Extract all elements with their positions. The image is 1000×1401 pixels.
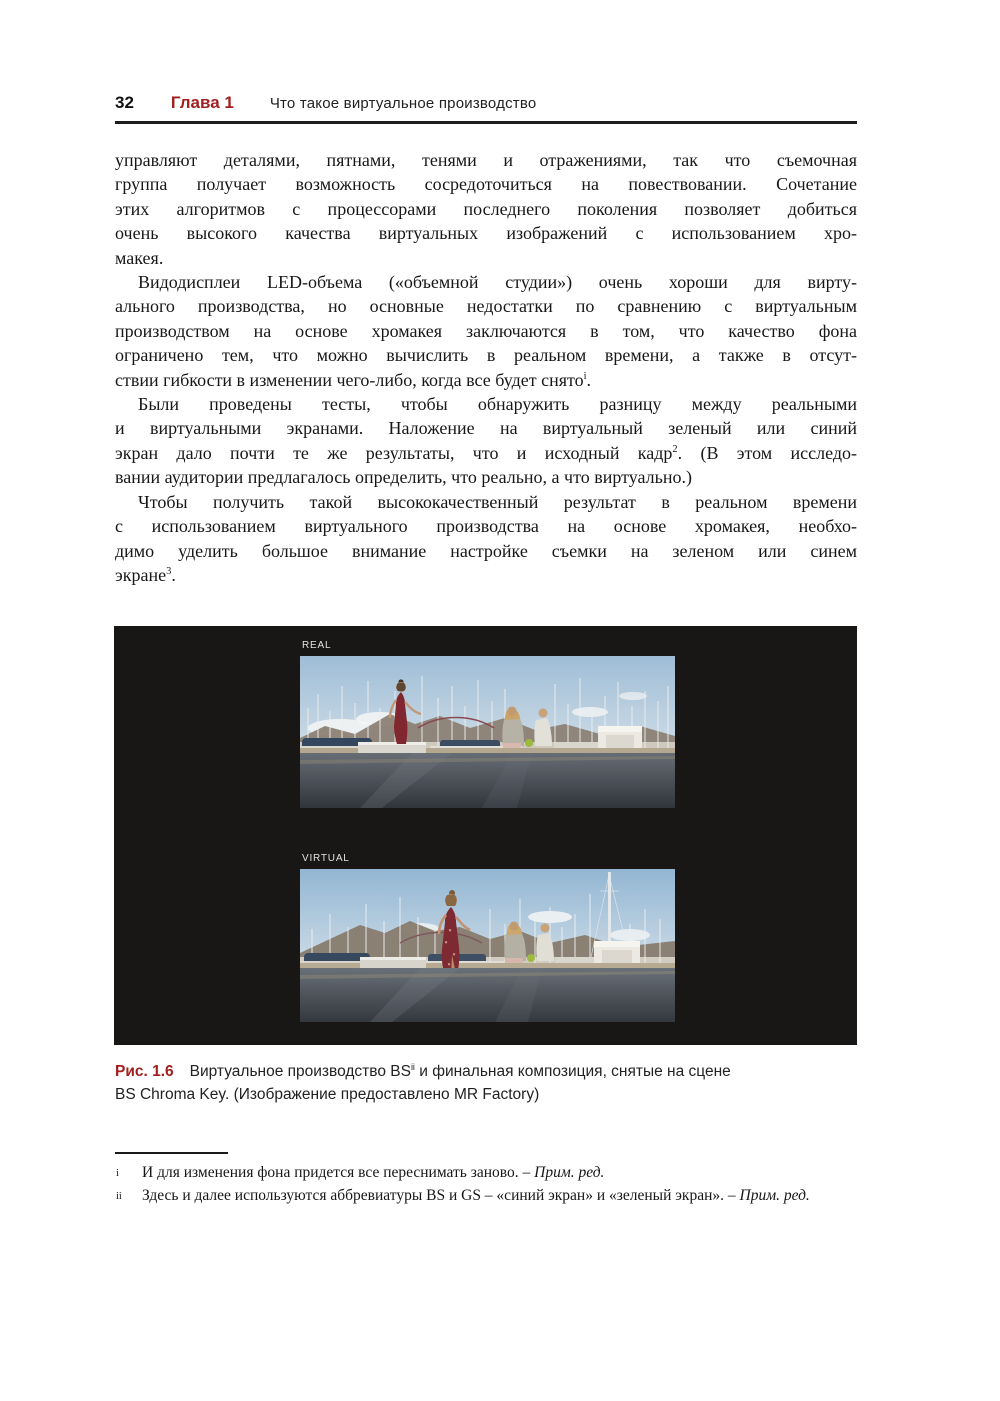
footnote-separator [115, 1152, 228, 1154]
footnote-editor-note: Прим. ред. [534, 1164, 605, 1182]
caption-line: BS Chroma Key. (Изображение предоставлено MR Factory) [115, 1086, 540, 1104]
caption-text: Виртуальное производство BS$^{ii}$ и финальная композиция, снятые на сцене [189, 1062, 731, 1081]
footnote [115, 1185, 857, 1208]
chapter-title: Что такое виртуальное производство [269, 95, 537, 112]
body-line: производством на основе хромакея заключаются в том, что качество фона [115, 320, 857, 341]
page-content [115, 0, 857, 1207]
footnote-marker: i [116, 1168, 119, 1180]
body-line: макея. [115, 247, 164, 268]
body-line: управляют деталями, пятнами, тенями и отражениями, так что съемочная [115, 150, 857, 170]
body-line: этих алгоритмов с процессорами последнего поколения позволяет добиться [115, 198, 857, 219]
footnote-text [142, 1185, 857, 1208]
photo-label-real: REAL [302, 640, 332, 652]
body-line: димо уделить большое внимание настройке съемки на зеленом или синем [115, 540, 857, 561]
body-line: группа получает возможность сосредоточиться на повествовании. Сочетание [115, 174, 857, 195]
caption-label: Рис. 1.6 [115, 1063, 174, 1081]
chapter-label: Глава 1 [170, 93, 234, 112]
footnote-text-main: Здесь и далее используются аббревиатуры BS и GS – «синий экран» и «зеленый экран». – [142, 1186, 740, 1204]
body-line: вании аудитории предлагалось определить, что реально, а что виртуально.) [115, 467, 692, 488]
page-number: 32 [115, 93, 134, 112]
footnote-text [142, 1162, 857, 1185]
body-text [115, 148, 857, 587]
body-line: ального производства, но основные недостатки по сравнению с виртуальным [115, 296, 857, 317]
body-line: и виртуальными экранами. Наложение на виртуальный зеленый или синий [115, 418, 857, 439]
figure-box [114, 626, 857, 1045]
body-line: Были проведены тесты, чтобы обнаружить разницу между реальными [138, 394, 857, 415]
body-line: ограничено тем, что можно вычислить в реальном времени, а также в отсут- [115, 345, 857, 366]
body-line: Чтобы получить такой высококачественный результат в реальном времени [138, 491, 857, 512]
body-line: экран дало почти те же результаты, что и исходный кадр$^2$. (В этом исследо- [115, 442, 857, 463]
figure-caption [115, 1060, 857, 1106]
page-header [115, 93, 857, 124]
photo-real [300, 656, 675, 808]
body-line: с использованием виртуального производства на основе хромакея, необхо- [115, 516, 857, 537]
body-line: ствии гибкости в изменении чего-либо, когда все будет снято$^i$. [115, 369, 592, 390]
photo-label-virtual: VIRTUAL [302, 853, 350, 865]
marina-scene-real-image [300, 656, 675, 808]
marina-scene-virtual-image [300, 869, 675, 1022]
footnote [115, 1162, 857, 1185]
footnote-marker: ii [116, 1190, 122, 1202]
body-line: экране$^3$. [115, 564, 176, 585]
footnotes [115, 1162, 857, 1207]
photo-virtual [300, 869, 675, 1022]
body-line: Видодисплеи LED-объема («объемной студии») очень хороши для вирту- [138, 272, 857, 293]
footnote-editor-note: Прим. ред. [739, 1186, 810, 1204]
caption-line [115, 1060, 857, 1083]
body-line: очень высокого качества виртуальных изображений с использованием хро- [115, 223, 857, 244]
footnote-text-main: И для изменения фона придется все переснимать заново. – [142, 1164, 535, 1182]
